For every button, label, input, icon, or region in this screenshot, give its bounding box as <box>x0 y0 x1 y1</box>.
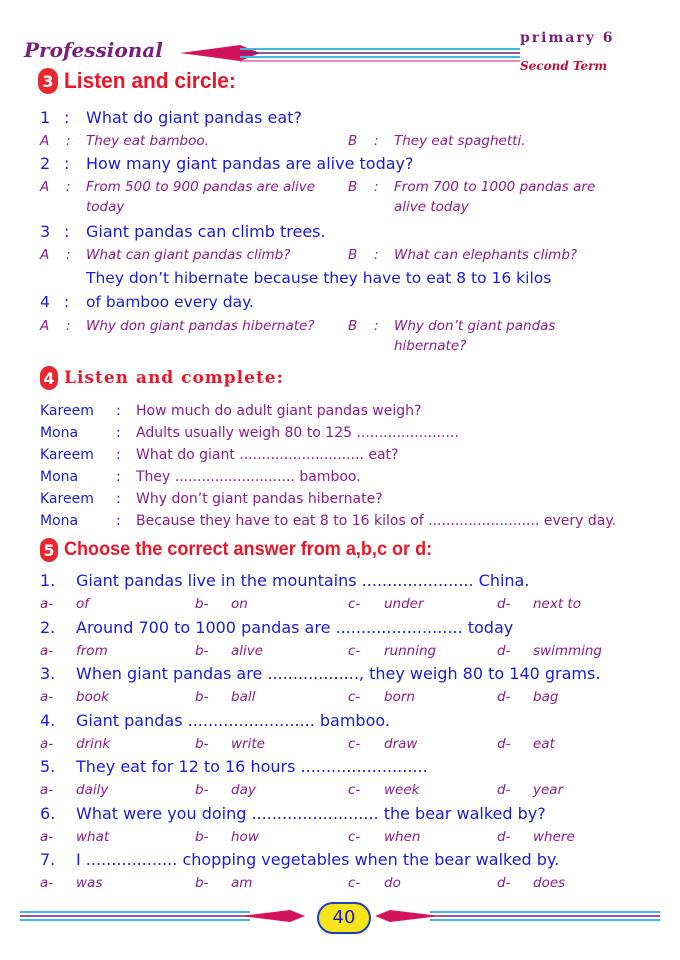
mcq-option-5-d[interactable]: d- year <box>497 782 564 798</box>
mcq-option-7-c[interactable]: c- do <box>348 875 401 891</box>
question-3-2: 2 : How many giant pandas are alive today? <box>40 154 414 173</box>
mcq-option-1-d[interactable]: d- next to <box>497 596 581 612</box>
section-5-title: Choose the correct answer from a,b,c or d: <box>64 539 433 560</box>
mcq-options-4 <box>40 734 660 754</box>
mcq-option-3-b[interactable]: b- ball <box>195 689 256 705</box>
mcq-option-4-d[interactable]: d- eat <box>497 736 555 752</box>
mcq-option-6-a[interactable]: a- what <box>40 829 110 845</box>
mcq-option-3-c[interactable]: c- born <box>348 689 415 705</box>
question-3-3: 3 : Giant pandas can climb trees. <box>40 222 326 241</box>
mcq-option-3-a[interactable]: a- book <box>40 689 109 705</box>
section-3-badge: 3 <box>38 68 58 94</box>
mcq-question-2: 2. Around 700 to 1000 pandas are ......................... today <box>40 618 514 637</box>
grade-label: primary 6 <box>520 30 615 46</box>
section-4-title: Listen and complete: <box>64 368 284 388</box>
section-3-title: Listen and circle: <box>64 68 236 93</box>
mcq-option-7-a[interactable]: a- was <box>40 875 103 891</box>
mcq-option-5-b[interactable]: b- day <box>195 782 256 798</box>
mcq-option-2-d[interactable]: d- swimming <box>497 643 603 659</box>
header-decoration <box>180 40 520 70</box>
mcq-question-4: 4. Giant pandas ......................... bamboo. <box>40 711 390 730</box>
mcq-options-2 <box>40 641 660 661</box>
mcq-question-5: 5. They eat for 12 to 16 hours ......................... <box>40 757 428 776</box>
mcq-options-5 <box>40 780 660 800</box>
mcq-option-7-d[interactable]: d- does <box>497 875 566 891</box>
option-3-4-a[interactable]: A : Why don giant pandas hibernate? <box>40 318 315 334</box>
mcq-question-6: 6. What were you doing ......................... the bear walked by? <box>40 804 546 823</box>
option-3-1-b[interactable]: B : They eat spaghetti. <box>348 133 526 149</box>
page-number: 40 <box>317 902 371 934</box>
dialogue-line: Mona : Adults usually weigh 80 to 125 ....................... <box>40 425 459 441</box>
section-3-heading <box>38 68 245 94</box>
mcq-option-3-d[interactable]: d- bag <box>497 689 559 705</box>
mcq-option-4-a[interactable]: a- drink <box>40 736 111 752</box>
mcq-option-7-b[interactable]: b- am <box>195 875 253 891</box>
mcq-options-7 <box>40 873 660 893</box>
dialogue-line: Mona : Because they have to eat 8 to 16 kilos of ......................... every day. <box>40 513 617 529</box>
dialogue-line: Kareem : Why don’t giant pandas hibernate? <box>40 491 383 507</box>
mcq-option-2-c[interactable]: c- running <box>348 643 437 659</box>
mcq-options-3 <box>40 687 660 707</box>
section-5-badge: 5 <box>40 538 58 562</box>
mcq-option-6-d[interactable]: d- where <box>497 829 575 845</box>
mcq-options-1 <box>40 594 660 614</box>
dialogue-line: Kareem : What do giant ............................ eat? <box>40 447 399 463</box>
mcq-option-2-a[interactable]: a- from <box>40 643 108 659</box>
mcq-option-1-b[interactable]: b- on <box>195 596 248 612</box>
mcq-option-4-c[interactable]: c- draw <box>348 736 418 752</box>
option-3-2-a[interactable]: A : From 500 to 900 pandas are alive today <box>40 179 316 215</box>
dialogue-line: Mona : They ........................... bamboo. <box>40 469 361 485</box>
option-3-1-a[interactable]: A : They eat bamboo. <box>40 133 209 149</box>
option-3-4-b[interactable]: B : Why don’t giant pandas hibernate? <box>348 318 556 354</box>
mcq-option-4-b[interactable]: b- write <box>195 736 265 752</box>
option-3-3-b[interactable]: B : What can elephants climb? <box>348 247 578 263</box>
brand-title: Professional <box>24 38 163 62</box>
mcq-option-6-c[interactable]: c- when <box>348 829 421 845</box>
section-5-heading <box>40 538 451 562</box>
mcq-option-1-a[interactable]: a- of <box>40 596 90 612</box>
mcq-question-7: 7. I .................. chopping vegetables when the bear walked by. <box>40 850 560 869</box>
question-3-4: 4 :They don’t hibernate because they have to eat 8 to 16 kilos of bamboo every day. <box>40 269 552 311</box>
section-4-badge: 4 <box>40 366 58 390</box>
mcq-option-2-b[interactable]: b- alive <box>195 643 264 659</box>
section-4-heading <box>40 366 284 390</box>
mcq-option-5-a[interactable]: a- daily <box>40 782 109 798</box>
mcq-option-1-c[interactable]: c- under <box>348 596 424 612</box>
mcq-question-1: 1. Giant pandas live in the mountains ...................... China. <box>40 571 530 590</box>
question-3-1: 1 : What do giant pandas eat? <box>40 108 302 127</box>
mcq-option-5-c[interactable]: c- week <box>348 782 420 798</box>
option-3-3-a[interactable]: A : What can giant pandas climb? <box>40 247 291 263</box>
dialogue-line: Kareem : How much do adult giant pandas weigh? <box>40 403 422 419</box>
mcq-options-6 <box>40 827 660 847</box>
mcq-question-3: 3. When giant pandas are .................., they weigh 80 to 140 grams. <box>40 664 601 683</box>
option-3-2-b[interactable]: B : From 700 to 1000 pandas are alive today <box>348 179 596 215</box>
mcq-option-6-b[interactable]: b- how <box>195 829 259 845</box>
term-label: Second Term <box>520 59 608 73</box>
